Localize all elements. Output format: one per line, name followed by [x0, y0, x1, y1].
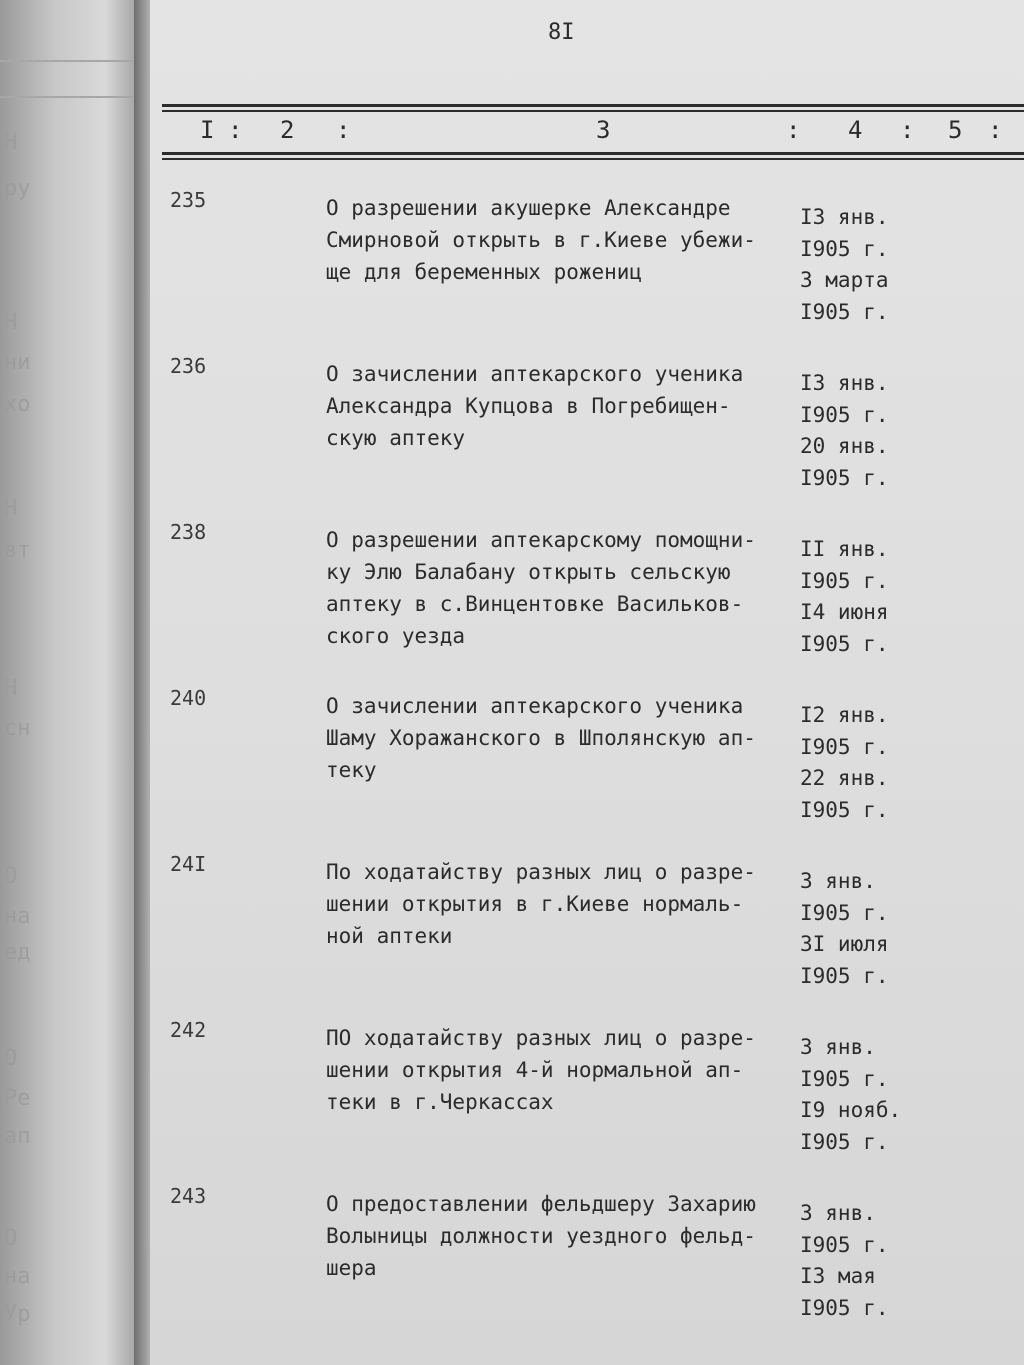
header-rule-bottom — [162, 152, 1024, 155]
facing-page-fragment: на — [4, 1264, 31, 1289]
end-year: I905 г. — [800, 631, 889, 656]
start-date: 3 янв. — [800, 1201, 876, 1225]
description-line: О разрешении акушерке Александре — [326, 196, 731, 220]
end-year: I905 г. — [800, 299, 889, 324]
start-date: II янв. — [800, 537, 889, 561]
column-header-2: 2 — [280, 116, 295, 144]
facing-page — [0, 0, 140, 1365]
facing-page-fragment: ни — [4, 350, 31, 375]
start-year: I905 г. — [800, 1066, 889, 1091]
end-date: I3 мая — [800, 1264, 876, 1288]
description-line: ной аптеки — [326, 924, 453, 948]
start-year: I905 г. — [800, 1232, 889, 1257]
description-line: шера — [326, 1256, 377, 1280]
description-line: По ходатайству разных лиц о разре- — [326, 860, 756, 884]
column-separator: : — [336, 116, 351, 144]
entry-number: 238 — [170, 520, 207, 544]
start-date: I3 янв. — [800, 205, 889, 229]
end-date: 22 янв. — [800, 766, 889, 790]
register-entry — [150, 188, 1024, 328]
facing-page-fragment: О — [4, 1226, 18, 1251]
entry-dates — [800, 866, 930, 992]
facing-page-fragment: Н — [4, 496, 18, 521]
end-date: 20 янв. — [800, 434, 889, 458]
entry-number: 24I — [170, 852, 207, 876]
entry-dates — [800, 1198, 930, 1324]
column-separator: : — [228, 116, 243, 144]
header-rule-top — [162, 110, 1024, 112]
end-date: 3 марта — [800, 268, 889, 292]
entry-dates — [800, 534, 930, 660]
start-year: I905 г. — [800, 568, 889, 593]
entry-number: 235 — [170, 188, 207, 212]
description-line: ПО ходатайству разных лиц о разре- — [326, 1026, 756, 1050]
start-year: I905 г. — [800, 734, 889, 759]
column-separator: : — [900, 116, 915, 144]
end-date: I4 июня — [800, 600, 889, 624]
description-line: Шаму Хоражанского в Шполянскую ап- — [326, 726, 756, 750]
end-date: 3I июля — [800, 932, 889, 956]
end-year: I905 г. — [800, 1129, 889, 1154]
start-date: 3 янв. — [800, 1035, 876, 1059]
description-line: О зачислении аптекарского ученика — [326, 362, 744, 386]
entry-dates — [800, 368, 930, 494]
column-header-3: 3 — [596, 116, 611, 144]
entry-description — [326, 690, 796, 786]
description-line: ского уезда — [326, 624, 466, 648]
facing-page-fragment: Н — [4, 130, 18, 155]
description-line: теки в г.Черкассах — [326, 1090, 554, 1114]
register-entry — [150, 1018, 1024, 1158]
description-line: шении открытия в г.Киеве нормаль- — [326, 892, 744, 916]
end-year: I905 г. — [800, 797, 889, 822]
end-year: I905 г. — [800, 465, 889, 490]
description-line: О зачислении аптекарского ученика — [326, 694, 744, 718]
start-date: 3 янв. — [800, 869, 876, 893]
description-line: шении открытия 4-й нормальной ап- — [326, 1058, 744, 1082]
start-year: I905 г. — [800, 900, 889, 925]
facing-page-rule — [0, 96, 140, 98]
description-line: аптеку в с.Винцентовке Васильков- — [326, 592, 744, 616]
end-year: I905 г. — [800, 963, 889, 988]
description-line: ку Элю Балабану открыть сельскую — [326, 560, 731, 584]
entry-number: 240 — [170, 686, 207, 710]
facing-page-rule — [0, 60, 140, 62]
register-entry — [150, 852, 1024, 992]
facing-page-fragment: вт — [4, 538, 31, 563]
description-line: Александра Купцова в Погребищен- — [326, 394, 731, 418]
facing-page-fragment: на — [4, 904, 31, 929]
entry-description — [326, 524, 796, 652]
document-page — [150, 0, 1024, 1365]
facing-page-fragment: ап — [4, 1124, 31, 1149]
header-rule-bottom — [162, 158, 1024, 160]
facing-page-fragment: ед — [4, 940, 31, 965]
end-date: I9 нояб. — [800, 1098, 902, 1122]
description-line: О разрешении аптекарскому помощни- — [326, 528, 756, 552]
start-date: I2 янв. — [800, 703, 889, 727]
facing-page-fragment: Ре — [4, 1086, 31, 1111]
facing-page-fragment: ру — [4, 176, 31, 201]
entry-description — [326, 358, 796, 454]
entry-number: 236 — [170, 354, 207, 378]
entry-dates — [800, 1032, 930, 1158]
column-header-4: 4 — [848, 116, 863, 144]
entry-description — [326, 1188, 796, 1284]
entry-description — [326, 856, 796, 952]
facing-page-fragment: хо — [4, 392, 31, 417]
register-entry — [150, 354, 1024, 494]
description-line: О предоставлении фельдшеру Захарию — [326, 1192, 756, 1216]
facing-page-fragment: О — [4, 864, 18, 889]
entry-number: 242 — [170, 1018, 207, 1042]
description-line: Волыницы должности уездного фельд- — [326, 1224, 756, 1248]
description-line: ще для беременных рожениц — [326, 260, 643, 284]
entry-dates — [800, 202, 930, 328]
register-entry — [150, 686, 1024, 826]
description-line: Смирновой открыть в г.Киеве убежи- — [326, 228, 756, 252]
start-year: I905 г. — [800, 402, 889, 427]
page-number: 8I — [548, 20, 575, 45]
column-separator: : — [786, 116, 801, 144]
description-line: скую аптеку — [326, 426, 466, 450]
register-entry — [150, 520, 1024, 660]
entry-description — [326, 1022, 796, 1118]
facing-page-fragment: сн — [4, 716, 31, 741]
entry-dates — [800, 700, 930, 826]
facing-page-fragment: Н — [4, 310, 18, 335]
facing-page-fragment: Н — [4, 676, 18, 701]
register-entry — [150, 1184, 1024, 1324]
facing-page-fragment: Ур — [4, 1302, 31, 1327]
start-date: I3 янв. — [800, 371, 889, 395]
header-rule-top — [162, 104, 1024, 107]
column-separator: : — [988, 116, 1003, 144]
entry-description — [326, 192, 796, 288]
facing-page-fragment: О — [4, 1046, 18, 1071]
entry-number: 243 — [170, 1184, 207, 1208]
start-year: I905 г. — [800, 236, 889, 261]
column-header-5: 5 — [948, 116, 963, 144]
column-header-1: I — [200, 116, 215, 144]
description-line: теку — [326, 758, 377, 782]
end-year: I905 г. — [800, 1295, 889, 1320]
